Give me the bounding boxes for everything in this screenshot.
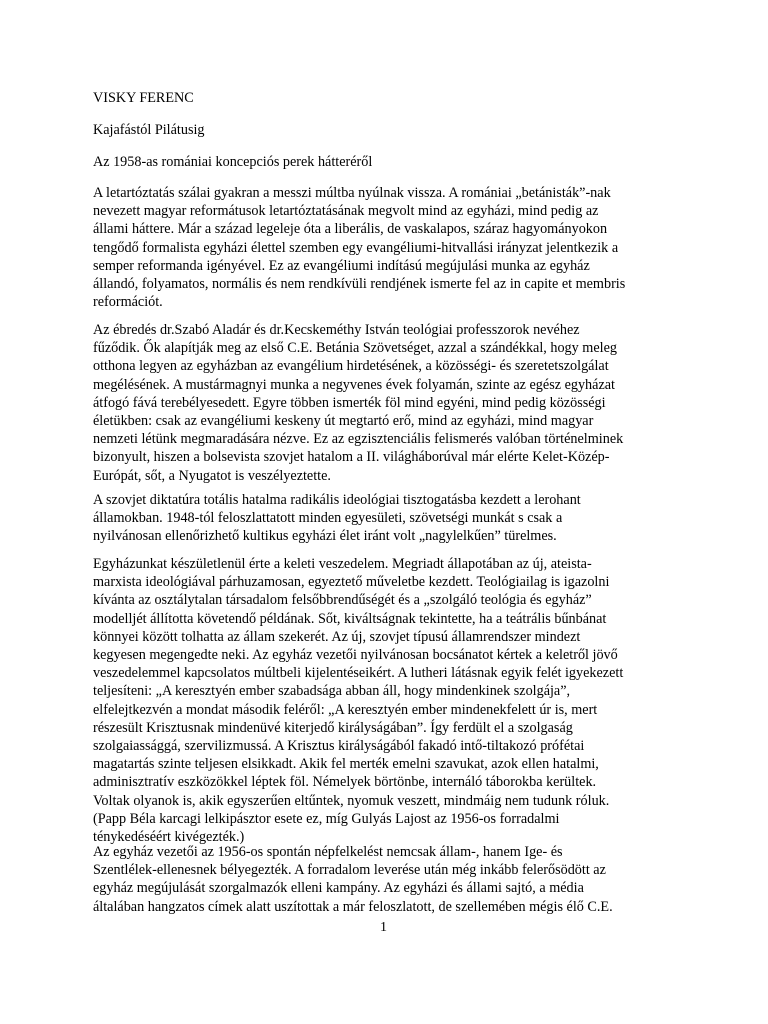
paragraph-line: fűződik. Ők alapítják meg az első C.E. Betánia Szövetséget, azzal a szándékkal, hogy meleg [93, 340, 617, 357]
paragraph-line: általában hangzatos címek alatt uszítottak a már feloszlatott, de szellemében mégis élő C.E. [93, 898, 613, 915]
paragraph-line: marxista ideológiával párhuzamosan, egyeztető műveletbe kezdett. Teológiailag is igazolni [93, 574, 610, 591]
paragraph-line: otthona legyen az egyházban az evangélium hirdetésének, a közösségi- és szeretetszolgálat [93, 358, 609, 375]
paragraph-line: modelljét állította követendő példának. Sőt, kiváltságnak tekintette, ha a teátrális bűnbánat [93, 610, 607, 627]
paragraph-line: egyház megújulását szorgalmazók elleni kampány. Az egyházi és állami sajtó, a média [93, 880, 584, 897]
document-subtitle: Az 1958-as romániai koncepciós perek hátteréről [93, 154, 373, 170]
paragraph-line: teljesíteni: „A keresztyén ember szabadsága abban áll, hogy mindenkinek szolgája”, [93, 683, 571, 700]
author-name: VISKY FERENC [93, 90, 194, 106]
document-title: Kajafástól Pilátusig [93, 122, 205, 138]
paragraph-line: Egyházunkat készületlenül érte a keleti veszedelem. Megriadt állapotában az új, ateista- [93, 556, 592, 572]
paragraph-line: könnyei között tolhatta az állam szekerét. Az új, szovjet típusú államrendszer mindezt [93, 628, 581, 645]
paragraph-line: elfelejtkezvén a mondat második feléről: „A keresztyén ember mindenekfelett úr is, mert [93, 701, 598, 718]
paragraph-line: ténykedéséért kivégezték.) [93, 829, 245, 845]
paragraph-line: (Papp Béla karcagi lelkipásztor esete ez, míg Gulyás Lajost az 1956-os forradalmi [93, 810, 560, 827]
paragraph-line: Voltak olyanok is, akik egyszerűen eltűntek, nyomuk veszett, mindmáig nem tudunk róluk. [93, 792, 610, 809]
page-number: 1 [380, 920, 387, 935]
paragraph-line: átfogó fává terebélyesedett. Egyre többen ismerték föl mind egyéni, mind pedig közösségi [93, 394, 606, 411]
paragraph-line: semper reformanda igényével. Ez az evangéliumi indítású megújulási munka az egyház [93, 257, 590, 274]
paragraph-line: Szentlélek-ellenesnek bélyegezték. A forradalom leverése után még inkább felerősödött az [93, 862, 606, 879]
paragraph-line: Európát, sőt, a Nyugatot is veszélyeztette. [93, 467, 331, 484]
paragraph-line: állami háttere. Már a század legeleje óta a liberális, de vaskalapos, száraz hagyományokon [93, 221, 608, 238]
paragraph-line: megélésének. A mustármagnyi munka a negyvenes évek folyamán, szinte az egész egyházat [93, 376, 615, 393]
paragraph-line: nyilvánosan ellenőrizhető kultikus egyházi élet iránt volt „nagylelkűen” türelmes. [93, 528, 557, 545]
paragraph-line: államokban. 1948-tól feloszlattatott minden egyesületi, szövetségi munkát s csak a [93, 510, 563, 527]
paragraph-line: állandó, folyamatos, normális és nem rendkívüli rendjének ismerte fel az in capite et membris [93, 276, 626, 292]
paragraph-line: életükben: csak az evangéliumi keskeny út megtartó erő, mind az egyházi, mind magyar [93, 413, 594, 429]
paragraph-line: nevezett magyar reformátusok letartóztatásának megvolt mind az egyházi, mind pedig az [93, 203, 599, 220]
paragraph-line: bizonyult, hiszen a bolsevista szovjet hatalom a II. világháborúval már elérte Kelet-Közép- [93, 449, 610, 466]
paragraph-line: Az ébredés dr.Szabó Aladár és dr.Kecskeméthy István teológiai professzorok nevéhez [93, 322, 580, 338]
paragraph-line: veszedelemmel kapcsolatos múltbeli kijelentéseikért. A lutheri látásnak egyik felét igyekezett [93, 665, 624, 682]
paragraph-line: Az egyház vezetői az 1956-os spontán népfelkelést nemcsak állam-, hanem Ige- és [93, 844, 563, 860]
paragraph-line: kegyesen megengedte neki. Az egyház vezetői nyilvánosan bocsánatot kértek a keletről jövő [93, 647, 618, 663]
paragraph-line: reformációt. [93, 294, 163, 311]
paragraph-line: nemzeti létünk megmaradására nézve. Ez az egzisztenciális felismerés valóban történelminek [93, 431, 624, 448]
paragraph-line: részesült Krisztusnak mindenüvé kiterjedő királyságában”. Így ferdült el a szolgaság [93, 719, 573, 736]
paragraph-line: szolgaiassággá, szervilizmussá. A Krisztus királyságából fakadó intő-tiltakozó prófétai [93, 738, 585, 754]
paragraph-line: A szovjet diktatúra totális hatalma radikális ideológiai tisztogatásba kezdett a lerohant [93, 492, 581, 508]
paragraph-line: adminisztratív eszközökkel léptek föl. Némelyek börtönbe, internáló táborokba kerültek. [93, 774, 597, 791]
paragraph-line: kívánta az osztálytalan társadalom felsőbbrendűségét és a „szolgáló teológia és egyház” [93, 592, 592, 609]
paragraph-line: A letartóztatás szálai gyakran a messzi múltba nyúlnak vissza. A romániai „betánisták”-nak [93, 185, 611, 201]
paragraph-line: magatartás szinte teljesen elsikkadt. Akik fel merték emelni szavukat, azok ellen hatalmi, [93, 756, 599, 773]
paragraph-line: tengődő formalista egyházi élettel szemben egy evangéliumi-hitvallási irányzat jelentkezik a [93, 239, 619, 256]
